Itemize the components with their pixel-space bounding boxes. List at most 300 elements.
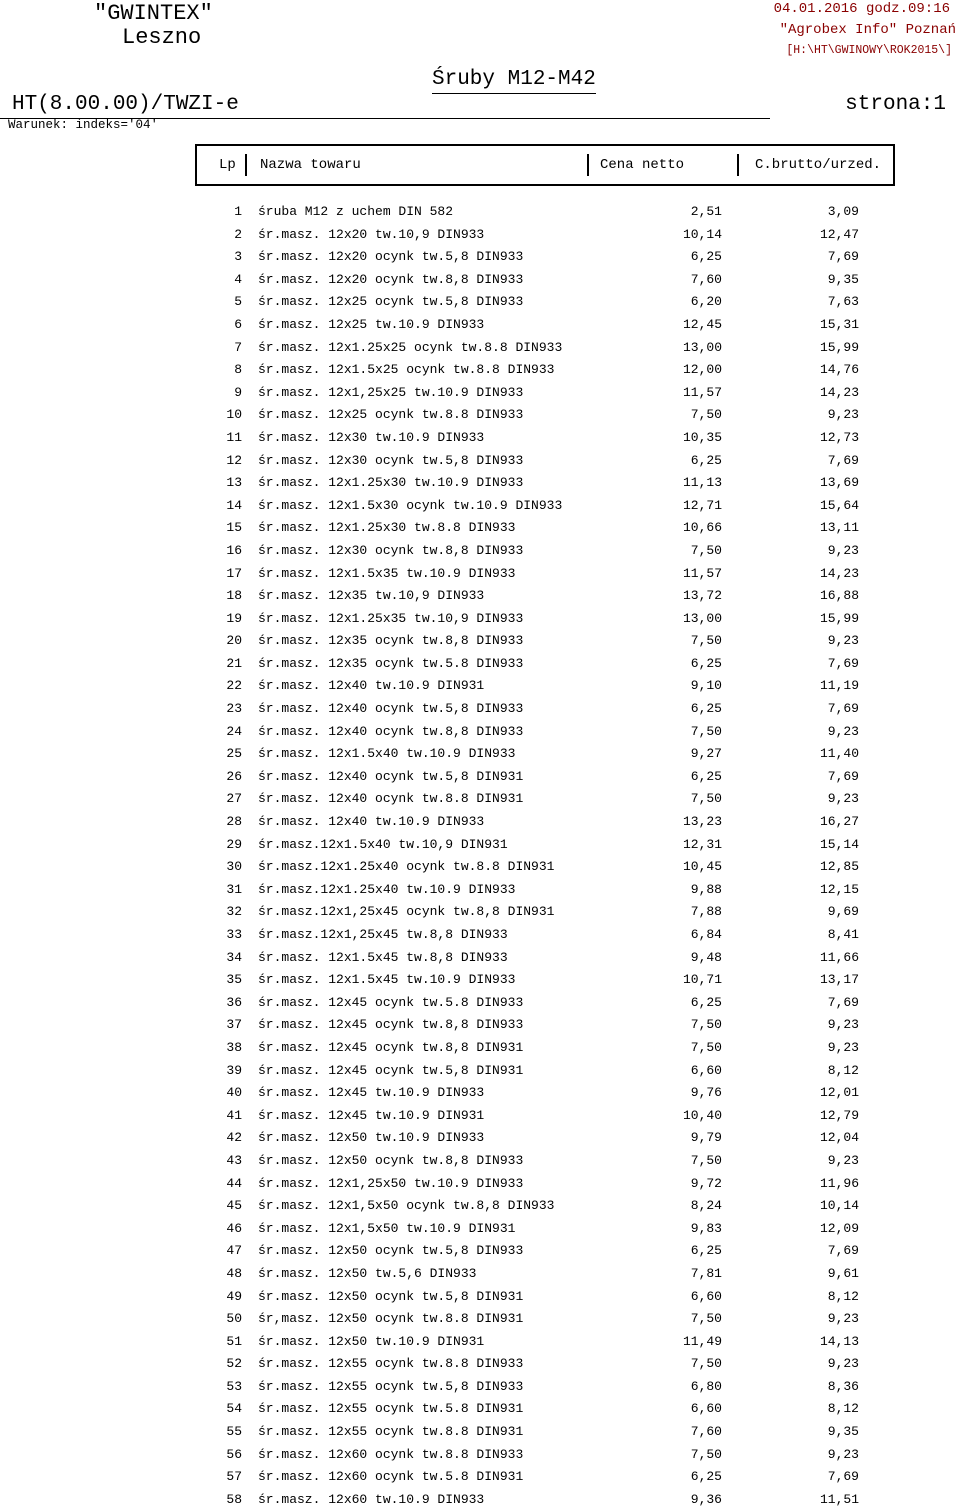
table-row [0,427,960,450]
gross-price: 15,31 [819,316,859,332]
table-row [0,969,960,992]
row-number: 40 [226,1085,242,1101]
net-price: 7,50 [690,1039,722,1055]
row-number: 36 [226,994,242,1010]
row-number: 8 [234,362,242,378]
gross-price: 9,23 [827,1039,859,1055]
gross-price: 9,69 [827,904,859,920]
gross-price: 9,23 [827,723,859,739]
product-name: śr.masz. 12x55 ocynk tw.5.8 DIN931 [258,1401,524,1417]
row-number: 1 [234,204,242,219]
row-number: 45 [226,1198,242,1214]
row-number: 37 [226,1017,242,1033]
net-price: 7,50 [690,407,722,423]
gross-price: 11,51 [819,1491,859,1507]
net-price: 6,25 [690,994,722,1010]
net-price: 12,31 [682,836,722,852]
net-price: 7,50 [690,542,722,558]
table-row [0,1331,960,1354]
row-number: 48 [226,1265,242,1281]
gross-price: 9,23 [827,791,859,807]
net-price: 9,36 [690,1491,722,1507]
gross-price: 11,96 [819,1175,859,1191]
table-row [0,1127,960,1150]
net-price: 7,50 [690,791,722,807]
table-row [0,246,960,269]
gross-price: 7,69 [827,452,859,468]
row-number: 24 [226,723,242,739]
gross-price: 8,41 [827,927,859,942]
table-row [0,1195,960,1218]
table-row [0,1014,960,1037]
table-row [0,608,960,631]
gross-price: 13,69 [819,475,859,491]
net-price: 11,57 [682,384,722,400]
row-number: 5 [234,294,242,310]
product-name: śr.masz. 12x1,5x50 ocynk tw.8,8 DIN933 [258,1198,555,1214]
gross-price: 3,09 [827,204,859,219]
gross-price: 7,69 [827,1243,859,1259]
product-table [0,201,960,1511]
row-number: 2 [234,226,242,242]
gross-price: 8,12 [827,1062,859,1078]
row-number: 52 [226,1356,242,1372]
table-row [0,743,960,766]
gross-price: 8,36 [827,1378,859,1394]
company-name: "GWINTEX" [94,1,213,26]
page-number: strona:1 [845,93,946,116]
product-name: śr.masz.12x1.25x40 tw.10.9 DIN933 [258,881,516,897]
product-name: śr.masz. 12x40 tw.10.9 DIN933 [258,814,485,830]
row-number: 38 [226,1039,242,1055]
report-title: Śruby M12-M42 [432,68,596,94]
gross-price: 9,35 [827,271,859,287]
product-name: śr.masz. 12x50 ocynk tw.8,8 DIN933 [258,1152,524,1168]
table-row [0,517,960,540]
net-price: 12,45 [682,316,722,332]
table-row [0,1150,960,1173]
product-name: śr.masz. 12x25 ocynk tw.8.8 DIN933 [258,407,524,423]
gross-price: 9,23 [827,633,859,649]
row-number: 46 [226,1220,242,1236]
net-price: 6,25 [690,452,722,468]
product-name: śr.masz. 12x45 tw.10.9 DIN933 [258,1085,485,1101]
header-separator [245,154,247,176]
product-name: śr.masz. 12x1.5x45 tw.10.9 DIN933 [258,972,516,988]
net-price: 6,25 [690,1469,722,1485]
product-name: śr.masz. 12x20 ocynk tw.8,8 DIN933 [258,271,524,287]
row-number: 16 [226,542,242,558]
net-price: 9,72 [690,1175,722,1191]
gross-price: 7,69 [827,655,859,671]
net-price: 9,76 [690,1085,722,1101]
net-price: 2,51 [690,204,722,219]
row-number: 3 [234,249,242,265]
gross-price: 12,09 [819,1220,859,1236]
product-name: śr.masz. 12x50 ocynk tw.5,8 DIN933 [258,1243,524,1259]
table-row [0,201,960,224]
header-bottom-border [195,184,895,186]
table-row [0,766,960,789]
net-price: 9,88 [690,881,722,897]
gross-price: 12,73 [819,429,859,445]
header-top-border [195,144,895,146]
row-number: 49 [226,1288,242,1304]
net-price: 7,50 [690,1311,722,1327]
net-price: 11,13 [682,475,722,491]
net-price: 7,50 [690,1152,722,1168]
product-name: śr.masz. 12x45 ocynk tw.5,8 DIN931 [258,1062,524,1078]
product-name: śr.masz. 12x45 ocynk tw.8,8 DIN931 [258,1039,524,1055]
table-row [0,856,960,879]
product-name: śr.masz. 12x55 ocynk tw.8.8 DIN933 [258,1356,524,1372]
row-number: 54 [226,1401,242,1417]
product-name: śr.masz. 12x50 tw.5,6 DIN933 [258,1265,477,1281]
row-number: 44 [226,1175,242,1191]
net-price: 7,50 [690,1446,722,1462]
table-row [0,359,960,382]
table-row [0,1398,960,1421]
net-price: 7,50 [690,1017,722,1033]
row-number: 33 [226,927,242,942]
table-row [0,1037,960,1060]
table-header [195,144,895,186]
table-row [0,834,960,857]
table-row [0,1421,960,1444]
row-number: 30 [226,859,242,875]
gross-price: 15,14 [819,836,859,852]
net-price: 6,84 [690,927,722,942]
gross-price: 12,04 [819,1130,859,1146]
gross-price: 11,19 [819,678,859,694]
net-price: 13,23 [682,814,722,830]
product-name: śr.masz. 12x50 ocynk tw.5,8 DIN931 [258,1288,524,1304]
net-price: 11,57 [682,565,722,581]
table-row [0,1286,960,1309]
row-number: 29 [226,836,242,852]
table-row [0,1444,960,1467]
net-price: 13,00 [682,610,722,626]
table-row [0,382,960,405]
net-price: 7,81 [690,1265,722,1281]
table-row [0,811,960,834]
row-number: 31 [226,881,242,897]
table-row [0,1263,960,1286]
net-price: 12,71 [682,497,722,513]
gross-price: 7,69 [827,768,859,784]
net-price: 10,71 [682,972,722,988]
row-number: 26 [226,768,242,784]
net-price: 9,83 [690,1220,722,1236]
gross-price: 9,23 [827,1446,859,1462]
gross-price: 7,69 [827,701,859,717]
row-number: 20 [226,633,242,649]
net-price: 10,14 [682,226,722,242]
net-price: 11,49 [682,1333,722,1349]
table-row [0,1105,960,1128]
net-price: 6,60 [690,1062,722,1078]
product-name: śr.masz. 12x60 ocynk tw.5.8 DIN931 [258,1469,524,1485]
product-name: śr.masz.12x1,25x45 ocynk tw.8,8 DIN931 [258,904,555,920]
product-name: śr.masz. 12x35 tw.10,9 DIN933 [258,588,485,604]
gross-price: 9,23 [827,1356,859,1372]
row-number: 19 [226,610,242,626]
net-price: 10,66 [682,520,722,536]
product-name: śr.masz. 12x25 ocynk tw.5,8 DIN933 [258,294,524,310]
header-separator [587,154,589,176]
product-name: śr.masz. 12x20 ocynk tw.5,8 DIN933 [258,249,524,265]
gross-price: 11,40 [819,746,859,762]
product-name: śr.masz.12x1.25x40 ocynk tw.8.8 DIN931 [258,859,555,875]
row-number: 27 [226,791,242,807]
gross-price: 15,99 [819,339,859,355]
row-number: 10 [226,407,242,423]
table-row [0,788,960,811]
gross-price: 9,23 [827,542,859,558]
row-number: 6 [234,316,242,332]
row-number: 9 [234,384,242,400]
report-code: HT(8.00.00)/TWZI-e [12,93,239,116]
table-row [0,653,960,676]
row-number: 35 [226,972,242,988]
print-datetime: 04.01.2016 godz.09:16 [773,1,950,17]
net-price: 9,48 [690,949,722,965]
net-price: 6,60 [690,1401,722,1417]
table-row [0,992,960,1015]
gross-price: 9,23 [827,407,859,423]
gross-price: 9,23 [827,1152,859,1168]
net-price: 9,27 [690,746,722,762]
table-row [0,495,960,518]
table-row [0,1376,960,1399]
net-price: 9,10 [690,678,722,694]
table-row [0,1082,960,1105]
net-price: 10,40 [682,1107,722,1123]
product-name: śr.masz. 12x30 ocynk tw.5,8 DIN933 [258,452,524,468]
product-name: śr.masz. 12x1.25x30 tw.8.8 DIN933 [258,520,516,536]
gross-price: 12,47 [819,226,859,242]
product-name: śr.masz. 12x40 ocynk tw.5,8 DIN931 [258,768,524,784]
row-number: 28 [226,814,242,830]
gross-price: 12,85 [819,859,859,875]
row-number: 34 [226,949,242,965]
table-row [0,337,960,360]
gross-price: 7,69 [827,1469,859,1485]
software-name: "Agrobex Info" Poznań [779,22,956,38]
product-name: śr.masz. 12x35 ocynk tw.8,8 DIN933 [258,633,524,649]
product-name: śr.masz. 12x45 ocynk tw.5.8 DIN933 [258,994,524,1010]
table-row [0,879,960,902]
product-name: śr.masz. 12x1.5x45 tw.8,8 DIN933 [258,949,508,965]
gross-price: 7,69 [827,994,859,1010]
net-price: 6,60 [690,1288,722,1304]
product-name: śr.masz. 12x1.5x35 tw.10.9 DIN933 [258,565,516,581]
gross-price: 10,14 [819,1198,859,1214]
table-row [0,1173,960,1196]
net-price: 10,35 [682,429,722,445]
header-left-border [195,144,197,186]
net-price: 6,25 [690,701,722,717]
row-number: 12 [226,452,242,468]
product-name: śr.masz. 12x55 ocynk tw.5,8 DIN933 [258,1378,524,1394]
gross-price: 9,23 [827,1017,859,1033]
product-name: śr.masz. 12x45 ocynk tw.8,8 DIN933 [258,1017,524,1033]
product-name: śr.masz.12x1,25x45 tw.8,8 DIN933 [258,927,508,942]
product-name: śr.masz. 12x1.5x40 tw.10.9 DIN933 [258,746,516,762]
net-price: 6,25 [690,655,722,671]
header-separator [737,154,739,176]
row-number: 47 [226,1243,242,1259]
row-number: 55 [226,1424,242,1440]
net-price: 6,25 [690,1243,722,1259]
row-number: 11 [226,429,242,445]
product-name: śr.masz. 12x60 ocynk tw.8.8 DIN933 [258,1446,524,1462]
product-name: śr.masz. 12x40 tw.10.9 DIN931 [258,678,485,694]
table-row [0,1308,960,1331]
gross-price: 14,76 [819,362,859,378]
product-name: śr.masz. 12x45 tw.10.9 DIN931 [258,1107,485,1123]
net-price: 6,25 [690,249,722,265]
row-number: 22 [226,678,242,694]
row-number: 21 [226,655,242,671]
table-row [0,721,960,744]
company-city: Leszno [122,25,202,50]
net-price: 6,25 [690,768,722,784]
net-price: 7,50 [690,633,722,649]
row-number: 50 [226,1311,242,1327]
gross-price: 7,69 [827,249,859,265]
column-header-lp: Lp [219,157,236,173]
row-number: 32 [226,904,242,920]
net-price: 6,80 [690,1378,722,1394]
table-row [0,563,960,586]
table-row [0,450,960,473]
gross-price: 12,79 [819,1107,859,1123]
product-name: śr.masz. 12x20 tw.10,9 DIN933 [258,226,485,242]
gross-price: 11,66 [819,949,859,965]
table-row [0,1353,960,1376]
header-right-border [893,144,895,186]
table-row [0,291,960,314]
row-number: 18 [226,588,242,604]
product-name: śr.masz. 12x40 ocynk tw.8.8 DIN931 [258,791,524,807]
filter-condition: Warunek: indeks='04' [8,118,159,132]
table-row [0,630,960,653]
row-number: 53 [226,1378,242,1394]
net-price: 8,24 [690,1198,722,1214]
gross-price: 8,12 [827,1288,859,1304]
row-number: 4 [234,271,242,287]
product-name: śr,masz. 12x50 ocynk tw.8.8 DIN931 [258,1311,524,1327]
column-header-gross: C.brutto/urzed. [755,157,882,173]
gross-price: 16,88 [819,588,859,604]
product-name: śruba M12 z uchem DIN 582 [258,204,454,219]
table-row [0,1489,960,1511]
row-number: 51 [226,1333,242,1349]
product-name: śr.masz. 12x1.5x25 ocynk tw.8.8 DIN933 [258,362,555,378]
gross-price: 8,12 [827,1401,859,1417]
table-row [0,698,960,721]
table-row [0,585,960,608]
product-name: śr.masz. 12x25 tw.10.9 DIN933 [258,316,485,332]
net-price: 13,72 [682,588,722,604]
product-name: śr.masz. 12x1.25x35 tw.10,9 DIN933 [258,610,524,626]
net-price: 10,45 [682,859,722,875]
product-name: śr.masz. 12x1.5x30 ocynk tw.10.9 DIN933 [258,497,563,513]
table-row [0,1466,960,1489]
product-name: śr.masz. 12x55 ocynk tw.8.8 DIN931 [258,1424,524,1440]
product-name: śr.masz. 12x1,5x50 tw.10.9 DIN931 [258,1220,516,1236]
table-row [0,224,960,247]
table-row [0,1240,960,1263]
gross-price: 13,17 [819,972,859,988]
net-price: 7,50 [690,723,722,739]
row-number: 14 [226,497,242,513]
net-price: 7,60 [690,1424,722,1440]
gross-price: 9,23 [827,1311,859,1327]
gross-price: 13,11 [819,520,859,536]
table-row [0,924,960,947]
net-price: 6,20 [690,294,722,310]
product-name: śr.masz. 12x35 ocynk tw.5.8 DIN933 [258,655,524,671]
row-number: 15 [226,520,242,536]
net-price: 7,88 [690,904,722,920]
gross-price: 7,63 [827,294,859,310]
product-name: śr.masz. 12x40 ocynk tw.8,8 DIN933 [258,723,524,739]
table-row [0,901,960,924]
product-name: śr.masz. 12x1.25x25 ocynk tw.8.8 DIN933 [258,339,563,355]
gross-price: 15,64 [819,497,859,513]
gross-price: 15,99 [819,610,859,626]
net-price: 9,79 [690,1130,722,1146]
net-price: 7,60 [690,271,722,287]
table-row [0,472,960,495]
table-row [0,269,960,292]
column-header-name: Nazwa towaru [260,157,361,173]
gross-price: 9,61 [827,1265,859,1281]
product-name: śr.masz. 12x1,25x25 tw.10.9 DIN933 [258,384,524,400]
row-number: 56 [226,1446,242,1462]
net-price: 7,50 [690,1356,722,1372]
gross-price: 9,35 [827,1424,859,1440]
row-number: 39 [226,1062,242,1078]
product-name: śr.masz. 12x1,25x50 tw.10.9 DIN933 [258,1175,524,1191]
row-number: 57 [226,1469,242,1485]
product-name: śr.masz. 12x30 ocynk tw.8,8 DIN933 [258,542,524,558]
gross-price: 14,23 [819,565,859,581]
table-row [0,1218,960,1241]
gross-price: 16,27 [819,814,859,830]
row-number: 42 [226,1130,242,1146]
gross-price: 12,01 [819,1085,859,1101]
row-number: 17 [226,565,242,581]
net-price: 13,00 [682,339,722,355]
row-number: 7 [234,339,242,355]
gross-price: 14,23 [819,384,859,400]
product-name: śr.masz. 12x1.25x30 tw.10.9 DIN933 [258,475,524,491]
row-number: 58 [226,1491,242,1507]
table-row [0,540,960,563]
table-row [0,947,960,970]
table-row [0,314,960,337]
table-row [0,1060,960,1083]
row-number: 43 [226,1152,242,1168]
table-row [0,404,960,427]
row-number: 13 [226,475,242,491]
gross-price: 14,13 [819,1333,859,1349]
row-number: 23 [226,701,242,717]
net-price: 12,00 [682,362,722,378]
